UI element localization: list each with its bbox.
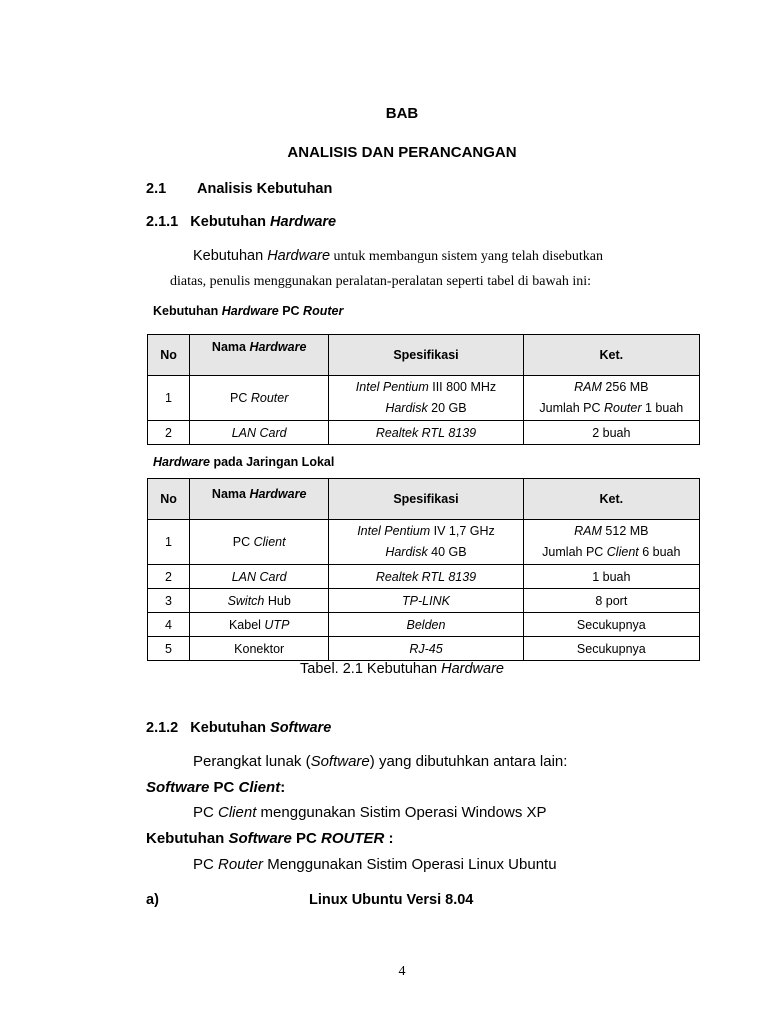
table-row — [148, 421, 700, 445]
table-header-row — [148, 479, 700, 520]
cell-ket: RAM 512 MB Jumlah PC Client 6 buah — [523, 520, 699, 565]
software-router-heading: Kebutuhan Software PC ROUTER : — [146, 830, 394, 847]
page-number: 4 — [398, 964, 406, 979]
header-nama: Nama Hardware — [190, 479, 329, 520]
section-title: Analisis Kebutuhan — [197, 181, 333, 197]
section-2-1-1-heading — [146, 214, 336, 230]
cell-no: 1 — [148, 376, 190, 421]
cell-nama: PC Router — [190, 376, 329, 421]
software-client-heading: Software PC Client: — [146, 779, 286, 796]
item-a-label: a) — [146, 892, 159, 908]
header-ket: Ket. — [523, 479, 699, 520]
cell-spec: TP-LINK — [329, 589, 523, 613]
header-spec: Spesifikasi — [329, 335, 523, 376]
cell-no: 2 — [148, 421, 190, 445]
section-number: 2.1.2 — [146, 720, 179, 736]
header-no: No — [148, 479, 190, 520]
paragraph-hardware-intro-line2: diatas, penulis menggunakan peralatan-peralatan seperti tabel di bawah ini: — [170, 274, 592, 289]
table-row — [148, 520, 700, 565]
table-row — [148, 565, 700, 589]
paragraph-hardware-intro: Kebutuhan Hardware untuk membangun sistem yang telah disebutkan — [193, 248, 603, 264]
chapter-heading: BAB — [385, 105, 419, 122]
table-caption-local-network: Hardware pada Jaringan Lokal — [153, 455, 335, 469]
cell-nama: Konektor — [190, 637, 329, 661]
software-router-desc: PC Router Menggunakan Sistim Operasi Linux Ubuntu — [193, 856, 557, 873]
header-nama: Nama Hardware — [190, 335, 329, 376]
cell-nama: LAN Card — [190, 421, 329, 445]
section-2-1-heading — [146, 181, 333, 197]
cell-ket: Secukupnya — [523, 613, 699, 637]
cell-spec: RJ-45 — [329, 637, 523, 661]
hardware-router-table — [147, 334, 700, 445]
hardware-local-network-table — [147, 478, 700, 661]
section-2-1-2-heading — [146, 720, 331, 736]
paragraph-software-intro: Perangkat lunak (Software) yang dibutuhkan antara lain: — [193, 753, 568, 770]
chapter-title: ANALISIS DAN PERANCANGAN — [287, 144, 517, 161]
header-spec: Spesifikasi — [329, 479, 523, 520]
table-row — [148, 589, 700, 613]
cell-ket: RAM 256 MB Jumlah PC Router 1 buah — [523, 376, 699, 421]
cell-ket: 8 port — [523, 589, 699, 613]
table-row — [148, 613, 700, 637]
cell-no: 3 — [148, 589, 190, 613]
cell-ket: 1 buah — [523, 565, 699, 589]
section-number: 2.1 — [146, 181, 167, 197]
section-number: 2.1.1 — [146, 214, 179, 230]
cell-no: 1 — [148, 520, 190, 565]
section-title: Kebutuhan Hardware — [190, 214, 337, 230]
cell-spec: Intel Pentium IV 1,7 GHz Hardisk 40 GB — [329, 520, 523, 565]
cell-spec: Belden — [329, 613, 523, 637]
cell-no: 5 — [148, 637, 190, 661]
cell-no: 4 — [148, 613, 190, 637]
cell-nama: PC Client — [190, 520, 329, 565]
cell-nama: Switch Hub — [190, 589, 329, 613]
header-ket: Ket. — [523, 335, 699, 376]
table-header-row — [148, 335, 700, 376]
cell-spec: Realtek RTL 8139 — [329, 421, 523, 445]
cell-spec: Intel Pentium III 800 MHz Hardisk 20 GB — [329, 376, 523, 421]
table-caption-router: Kebutuhan Hardware PC Router — [153, 304, 344, 318]
software-client-desc: PC Client menggunakan Sistim Operasi Windows XP — [193, 804, 547, 821]
header-no: No — [148, 335, 190, 376]
table-row — [148, 637, 700, 661]
table-caption: Tabel. 2.1 Kebutuhan Hardware — [300, 661, 504, 677]
cell-spec: Realtek RTL 8139 — [329, 565, 523, 589]
cell-nama: Kabel UTP — [190, 613, 329, 637]
cell-ket: Secukupnya — [523, 637, 699, 661]
cell-ket: 2 buah — [523, 421, 699, 445]
cell-nama: LAN Card — [190, 565, 329, 589]
section-title: Kebutuhan Software — [190, 720, 332, 736]
item-a-title: Linux Ubuntu Versi 8.04 — [309, 892, 474, 908]
table-row — [148, 376, 700, 421]
cell-no: 2 — [148, 565, 190, 589]
